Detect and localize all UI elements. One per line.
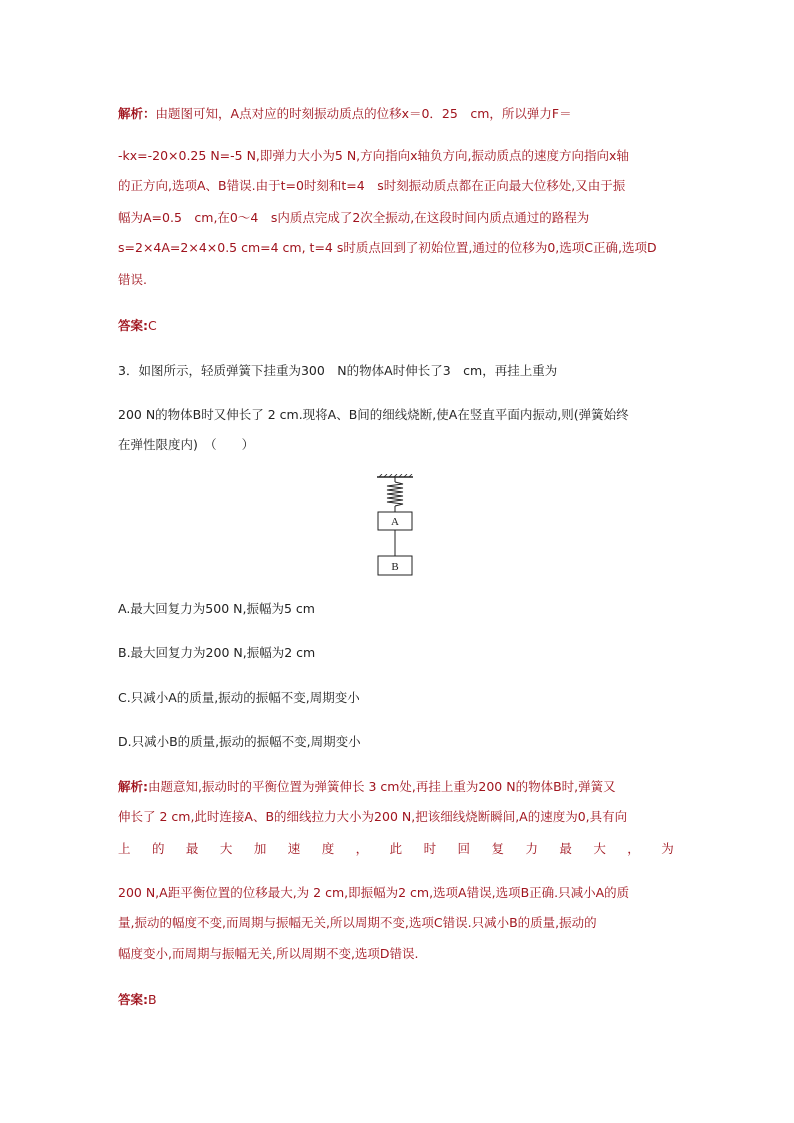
- answer-label: 答案:: [118, 318, 148, 333]
- word: 最: [185, 841, 199, 856]
- word: 上: [118, 841, 131, 856]
- word: ，: [355, 841, 369, 856]
- word: 速: [287, 841, 301, 856]
- option-c: C.只减小A的质量,振动的振幅不变,周期变小: [118, 690, 360, 705]
- word: 复: [491, 841, 504, 856]
- analysis-3-line-2: 伸长了 2 cm,此时连接A、B的细线拉力大小为200 N,把该细线烧断瞬间,A的速度为0,具有向: [118, 809, 628, 824]
- block-b-label: B: [391, 561, 399, 573]
- analysis-1-line-4: 幅为A=0.5 cm,在0～4 s内质点完成了2次全振动,在这段时间内质点通过的路程为: [118, 210, 590, 225]
- analysis-1-text: 由题图可知，A点对应的时刻振动质点的位移x＝0．25 cm，所以弹力F＝: [155, 106, 572, 121]
- word: 大: [593, 841, 606, 856]
- answer-3: [118, 992, 157, 1008]
- word: ，: [627, 841, 640, 856]
- question-3-line-3: 在弹性限度内) （ ）: [118, 437, 255, 452]
- word: 大: [219, 841, 233, 856]
- analysis-label: 解析:: [118, 779, 148, 794]
- analysis-3-line-5: 量,振动的幅度不变,而周期与振幅无关,所以周期不变,选项C错误.只减小B的质量,振动的: [118, 915, 597, 930]
- spring-block-figure: [372, 474, 418, 580]
- word: 为: [661, 841, 674, 856]
- block-b: [378, 556, 412, 575]
- option-d: D.只减小B的质量,振动的振幅不变,周期变小: [118, 734, 361, 749]
- analysis-label: 解析：: [118, 106, 156, 121]
- word: 回: [457, 841, 471, 856]
- block-a: [378, 512, 412, 530]
- spring: [387, 477, 403, 512]
- word: 力: [525, 841, 538, 856]
- analysis-1-line-6: 错误.: [118, 272, 147, 287]
- analysis-3-line-6: 幅度变小,而周期与振幅无关,所以周期不变,选项D错误.: [118, 946, 419, 961]
- block-a-label: A: [391, 516, 399, 528]
- answer-value: C: [148, 318, 157, 333]
- ceiling-support: [377, 474, 413, 477]
- word: 此: [389, 841, 403, 856]
- option-b: B.最大回复力为200 N,振幅为2 cm: [118, 645, 316, 660]
- analysis-3-line-1: [118, 779, 616, 795]
- answer-1: [118, 318, 157, 334]
- analysis-1-line-1: [118, 106, 572, 122]
- word: 最: [559, 841, 572, 856]
- analysis-1-line-3: 的正方向,选项A、B错误.由于t=0时刻和t=4 s时刻振动质点都在正向最大位移处,又由于振: [118, 178, 626, 193]
- word: 的: [151, 841, 165, 856]
- word: 加: [253, 841, 267, 856]
- question-3-line-2: 200 N的物体B时又伸长了 2 cm.现将A、B间的细线烧断,使A在竖直平面内振动,则(弹簧始终: [118, 407, 629, 422]
- analysis-3-line-3: [118, 841, 674, 857]
- word: 时: [423, 841, 437, 856]
- answer-label: 答案:: [118, 992, 148, 1007]
- analysis-3-text: 由题意知,振动时的平衡位置为弹簧伸长 3 cm处,再挂上重为200 N的物体B时,弹簧又: [148, 779, 616, 794]
- option-a: A.最大回复力为500 N,振幅为5 cm: [118, 601, 315, 616]
- analysis-3-line-4: 200 N,A距平衡位置的位移最大,为 2 cm,即振幅为2 cm,选项A错误,选项B正确.只减小A的质: [118, 885, 630, 900]
- analysis-1-line-5: s=2×4A=2×4×0.5 cm=4 cm, t=4 s时质点回到了初始位置,通过的位移为0,选项C正确,选项D: [118, 240, 657, 255]
- question-3-line-1: 3．如图所示，轻质弹簧下挂重为300 N的物体A时伸长了3 cm，再挂上重为: [118, 363, 558, 378]
- word: 度: [321, 841, 335, 856]
- analysis-1-line-2: -kx=-20×0.25 N=-5 N,即弹力大小为5 N,方向指向x轴负方向,振动质点的速度方向指向x轴: [118, 148, 629, 163]
- answer-value: B: [148, 992, 157, 1007]
